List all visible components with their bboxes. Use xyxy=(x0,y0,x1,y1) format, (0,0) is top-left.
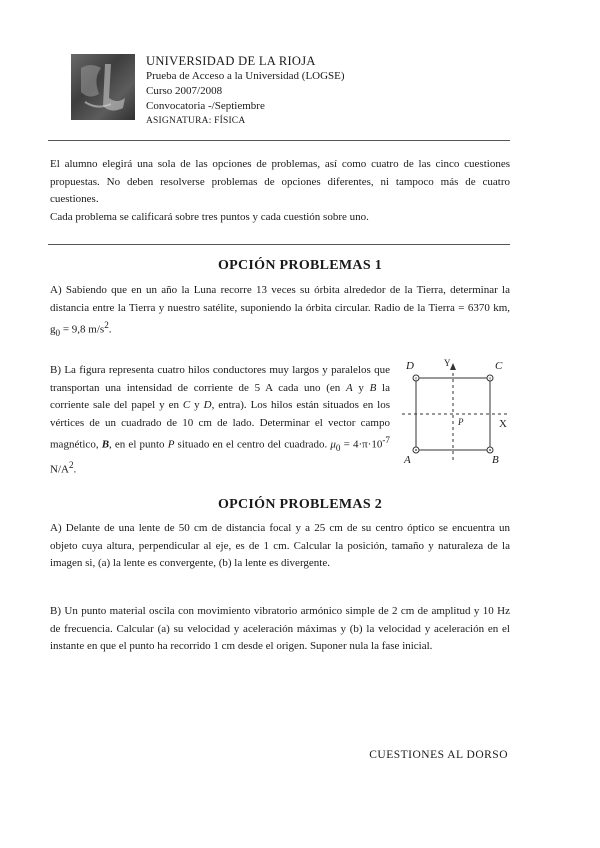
label-a: A xyxy=(404,454,411,466)
call: Convocatoria -/Septiembre xyxy=(146,100,265,112)
header-divider xyxy=(48,140,510,141)
option1-title: OPCIÓN PROBLEMAS 1 xyxy=(217,258,383,273)
option2-problem-b: B) Un punto material oscila con movimiento vibratorio armónico simple de 2 cm de amplitud y 10 Hz de frecuencia. Calcular (a) su velocidad y aceleración máximas y (b) la velocidad y aceleración en el instante en que el punto ha recorrido 1 cm desde el origen. Suponer nula la fase inicial. xyxy=(50,605,510,652)
label-d: D xyxy=(406,360,414,372)
exam-header xyxy=(146,54,345,129)
option1-problem-b: B) La figura representa cuatro hilos conductores muy largos y paralelos que transportan una intensidad de corriente de 5 A cada uno (en A y B la corriente sale del papel y en C y D, entra). Los hilos están situados en los vértices de un cuadrado de 10 cm de lado. Determinar el vector campo magnético, B, en el punto P situado en el centro del cuadrado. $\mu_0 = 4\cdot\pi\cdot 10^{-7}$ $N/A^2$. xyxy=(50,364,390,476)
instructions-divider xyxy=(48,244,510,245)
test-name: Prueba de Acceso a la Universidad (LOGSE) xyxy=(146,70,345,82)
svg-text:×: × xyxy=(414,376,418,383)
subject: ASIGNATURA: FÍSICA xyxy=(146,116,246,126)
label-b: B xyxy=(492,454,499,466)
svg-text:×: × xyxy=(488,376,492,383)
wires-figure xyxy=(400,360,520,470)
instructions-line2: Cada problema se calificará sobre tres puntos y cada cuestión sobre uno. xyxy=(50,210,369,223)
square-diagram xyxy=(400,360,520,470)
label-c: C xyxy=(495,360,503,372)
logo-emblem-icon xyxy=(71,54,135,120)
university-logo xyxy=(71,54,135,120)
label-p: P xyxy=(458,417,464,427)
label-x: X xyxy=(499,418,507,430)
university-name: UNIVERSIDAD DE LA RIOJA xyxy=(146,54,316,68)
option2-problem-a: A) Delante de una lente de 50 cm de distancia focal y a 25 cm de su centro óptico se encuentra un objeto cuya altura, perpendicular al eje, es de 1 cm. Calcular la posición, tamaño y naturaleza de la imagen si, (a) la lente es convergente, (b) la lente es divergente. xyxy=(50,522,510,569)
option1-problem-a: A) Sabiendo que en un año la Luna recorre 13 veces su órbita alrededor de la Tierra, determinar la distancia entre la Tierra y nuestro satélite, suponiendo la órbita circular. Radio de la Tierra = 6370 km, $g_0 = 9,8$ $m/s^2$. xyxy=(50,284,510,338)
instructions xyxy=(50,156,510,226)
course: Curso 2007/2008 xyxy=(146,85,223,97)
instructions-line1: El alumno elegirá una sola de las opciones de problemas, así como cuatro de las cinco cuestiones propuestas. No deben resolverse problemas de opciones diferentes, ni tampoco más de cuatro cuestiones. xyxy=(50,158,510,205)
label-y: Y xyxy=(444,358,451,368)
footer-note: CUESTIONES AL DORSO xyxy=(369,749,508,761)
option2-title: OPCIÓN PROBLEMAS 2 xyxy=(217,497,383,512)
